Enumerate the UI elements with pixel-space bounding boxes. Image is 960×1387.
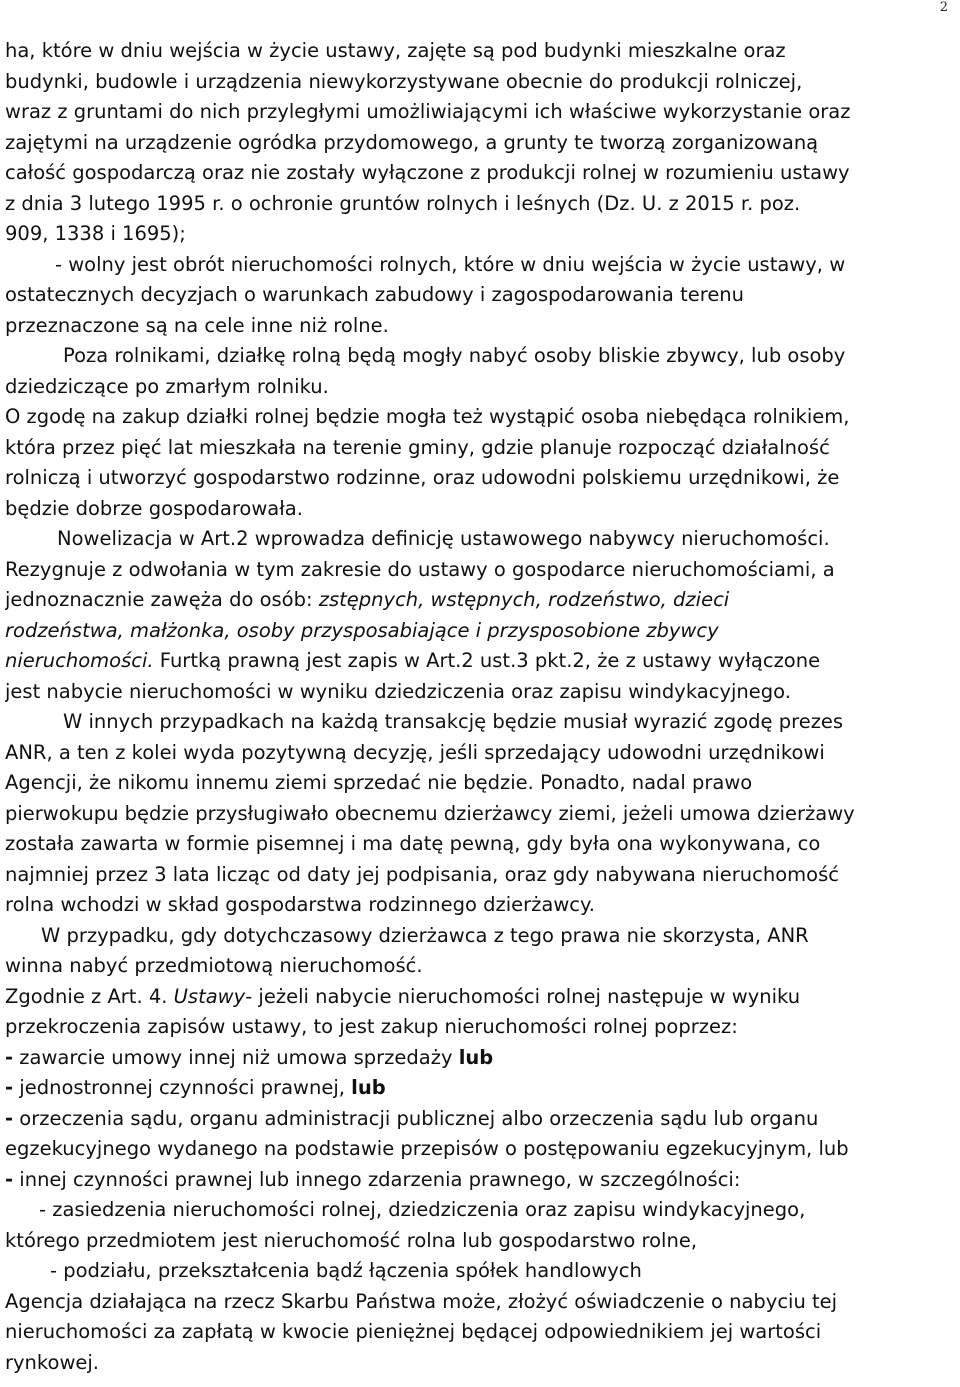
bullet-dash: - xyxy=(5,1167,14,1191)
page-number: 2 xyxy=(939,0,948,15)
bold-text: lub xyxy=(458,1045,494,1069)
text-line xyxy=(5,646,955,677)
text-line: W przypadku, gdy dotychczasowy dzierżawca z tego prawa nie skorzysta, ANR xyxy=(41,923,809,947)
paragraph-agency-statement xyxy=(5,1287,955,1379)
italic-text: Ustawy xyxy=(173,984,246,1008)
text-line: Poza rolnikami, działkę rolną będą mogły nabyć osoby bliskie zbywcy, lub osoby xyxy=(63,344,846,367)
text-run: - jeżeli nabycie nieruchomości rolnej następuje w wyniku xyxy=(245,984,801,1008)
text-line: przeznaczone są na cele inne niż rolne. xyxy=(5,313,389,337)
text-line: jest nabycie nieruchomości w wyniku dziedziczenia oraz zapisu windykacyjnego. xyxy=(5,679,791,703)
text-run: Zgodnie z Art. 4. xyxy=(5,984,174,1008)
list-item xyxy=(5,1043,955,1074)
list-item xyxy=(5,1165,955,1196)
bullet-dash: - xyxy=(5,1045,14,1069)
text-line: dziedziczące po zmarłym rolniku. xyxy=(5,374,329,398)
text-line: ANR, a ten z kolei wyda pozytywną decyzję, jeśli sprzedający udowodni urzędnikowi xyxy=(5,740,825,764)
text-line: rolna wchodzi w skład gospodarstwa rodzinnego dzierżawcy. xyxy=(5,893,595,916)
text-line: Agencji, że nikomu innemu ziemi sprzedać nie będzie. Ponadto, nadal prawo xyxy=(5,771,753,794)
text-line: zajętymi na urządzenie ogródka przydomowego, a grunty te tworzą zorganizowaną xyxy=(5,130,819,154)
paragraph-free-trade xyxy=(5,250,955,342)
text-line: całość gospodarczą oraz nie zostały wyłączone z produkcji rolnej w rozumieniu ustawy xyxy=(5,161,850,184)
text-line: Rezygnuje z odwołania w tym zakresie do ustawy o gospodarce nieruchomościami, a xyxy=(5,557,835,581)
italic-text: nieruchomości. xyxy=(5,649,154,672)
paragraph-tenant-waiver xyxy=(5,921,955,982)
text-line xyxy=(5,616,955,647)
bullet-dash: - xyxy=(5,1106,14,1130)
text-line: Nowelizacja w Art.2 wprowadza definicję ustawowego nabywcy nieruchomości. xyxy=(57,527,830,550)
text-line: ostatecznych decyzjach o warunkach zabudowy i zagospodarowania terenu xyxy=(5,283,745,306)
text-run: Furtką prawną jest zapis w Art.2 ust.3 pkt.2, że z ustawy wyłączone xyxy=(153,649,821,672)
text-line: ha, które w dniu wejścia w życie ustawy, zajęte są pod budynki mieszkalne oraz xyxy=(5,39,786,62)
list-acquisition-methods xyxy=(5,1043,955,1287)
text-line: winna nabyć przedmiotową nieruchomość. xyxy=(5,954,423,977)
text-line: wraz z gruntami do nich przyległymi umożliwiającymi ich właściwe wykorzystanie oraz xyxy=(5,100,851,123)
text-run: jednostronnej czynności prawnej, xyxy=(13,1076,352,1099)
text-run: innej czynności prawnej lub innego zdarzenia prawnego, w szczególności: xyxy=(13,1167,741,1191)
text-line: W innych przypadkach na każdą transakcję będzie musiał wyrazić zgodę prezes xyxy=(63,710,844,733)
text-line: najmniej przez 3 lata licząc od daty jej podpisania, oraz gdy nabywana nieruchomość xyxy=(5,862,839,886)
text-line xyxy=(5,585,955,616)
text-line xyxy=(5,982,955,1013)
text-line: z dnia 3 lutego 1995 r. o ochronie gruntów rolnych i leśnych (Dz. U. z 2015 r. poz. xyxy=(5,191,801,215)
bold-text: lub xyxy=(351,1076,386,1099)
bullet-dash: - xyxy=(5,1076,14,1099)
text-line: została zawarta w formie pisemnej i ma datę pewną, gdy była ona wykonywana, co xyxy=(5,832,821,855)
text-line: nieruchomości za zapłatą w kwocie pieniężnej będącej odpowiednikiem jej wartości xyxy=(5,1320,822,1343)
paragraph-exempt-land xyxy=(5,36,955,250)
text-line: która przez pięć lat mieszkała na terenie gminy, gdzie planuje rozpocząć działalność xyxy=(5,435,830,459)
text-line: Agencja działająca na rzecz Skarbu Państwa może, złożyć oświadczenie o nabyciu tej xyxy=(5,1289,838,1313)
sub-list-item: - podziału, przekształcenia bądź łączenia spółek handlowych xyxy=(50,1259,642,1282)
text-run: jednoznacznie zawęża do osób: xyxy=(5,588,319,611)
text-line: którego przedmiotem jest nieruchomość rolna lub gospodarstwo rolne, xyxy=(5,1228,698,1252)
text-line: egzekucyjnego wydanego na podstawie przepisów o postępowaniu egzekucyjnym, lub xyxy=(5,1137,849,1160)
text-run: zawarcie umowy innej niż umowa sprzedaży xyxy=(13,1045,459,1069)
text-line: 909, 1338 i 1695); xyxy=(5,222,186,245)
text-line: rynkowej. xyxy=(5,1350,100,1374)
paragraph-definition-buyer xyxy=(5,555,955,708)
list-item xyxy=(5,1104,955,1135)
text-line: O zgodę na zakup działki rolnej będzie mogła też wystąpić osoba niebędąca rolnikiem, xyxy=(5,405,850,428)
paragraph-close-persons xyxy=(5,341,955,402)
text-line: - wolny jest obrót nieruchomości rolnych, które w dniu wejścia w życie ustawy, w xyxy=(55,252,846,276)
text-line: budynki, budowle i urządzenia niewykorzystywane obecnie do produkcji rolniczej, xyxy=(5,69,803,93)
list-item xyxy=(5,1073,955,1104)
text-line: będzie dobrze gospodarowała. xyxy=(5,496,303,520)
document-body xyxy=(5,36,955,1378)
text-line: przekroczenia zapisów ustawy, to jest zakup nieruchomości rolnej poprzez: xyxy=(5,1015,738,1038)
paragraph-art4 xyxy=(5,982,955,1043)
italic-text: rodzeństwa, małżonka, osoby przysposabiające i przysposobione zbywcy xyxy=(5,618,719,642)
paragraph-amendment-art2 xyxy=(5,524,955,555)
italic-text: zstępnych, wstępnych, rodzeństwo, dzieci xyxy=(318,588,730,611)
paragraph-anr-consent xyxy=(5,707,955,921)
sub-list-item: - zasiedzenia nieruchomości rolnej, dziedziczenia oraz zapisu windykacyjnego, xyxy=(39,1198,806,1221)
text-run: orzeczenia sądu, organu administracji publicznej albo orzeczenia sądu lub organu xyxy=(13,1106,819,1130)
text-line: rolniczą i utworzyć gospodarstwo rodzinne, oraz udowodni polskiemu urzędnikowi, że xyxy=(5,466,840,489)
text-line: pierwokupu będzie przysługiwało obecnemu dzierżawcy ziemi, jeżeli umowa dzierżawy xyxy=(5,801,855,825)
paragraph-non-farmer-consent xyxy=(5,402,955,524)
